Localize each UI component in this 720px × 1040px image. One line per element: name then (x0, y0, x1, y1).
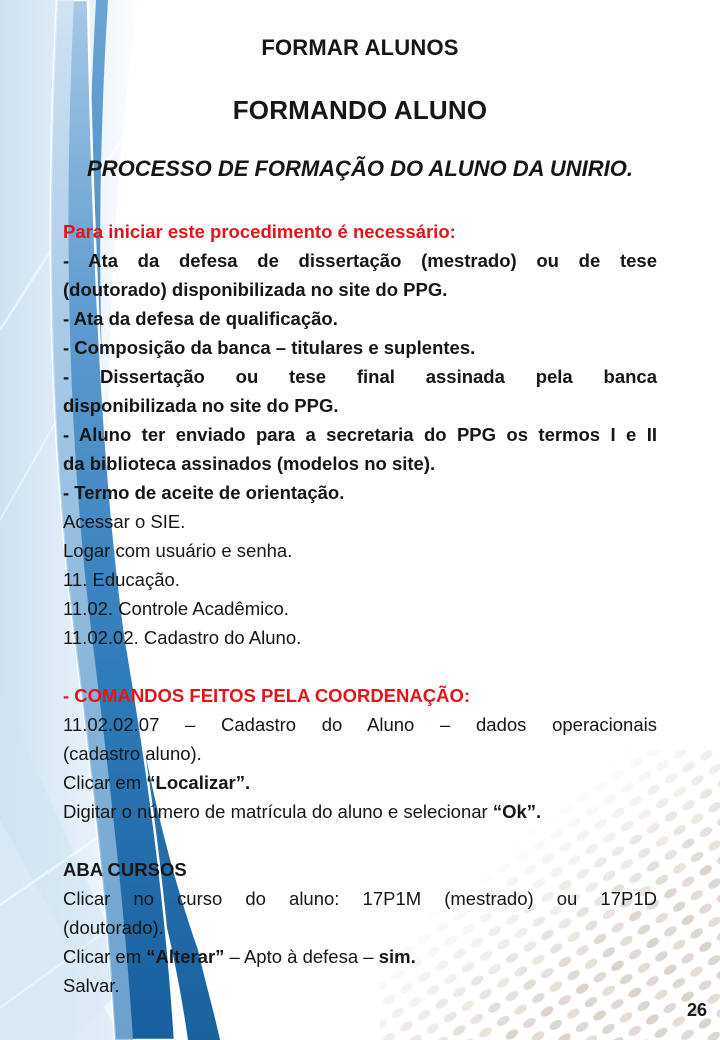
text-segment: sim. (378, 946, 416, 967)
text-line (63, 855, 657, 884)
text-line (63, 217, 657, 246)
text-line (63, 971, 657, 1000)
text-segment: – Apto à defesa – (224, 946, 379, 967)
text-segment: Clicar no curso do aluno: 17P1M (mestrado) ou 17P1D (63, 888, 657, 909)
text-segment: da biblioteca assinados (modelos no site). (63, 453, 436, 474)
text-line (63, 942, 657, 971)
text-line (63, 449, 657, 478)
text-segment: Digitar o número de matrícula do aluno e selecionar (63, 801, 493, 822)
text-segment: ABA CURSOS (63, 859, 187, 880)
text-segment: “Ok”. (492, 801, 542, 822)
text-line (63, 739, 657, 768)
text-line (63, 507, 657, 536)
text-line (63, 797, 657, 826)
page-number: 26 (686, 1000, 707, 1020)
text-line (63, 594, 657, 623)
text-segment: disponibilizada no site do PPG. (63, 395, 339, 416)
text-line (63, 623, 657, 652)
text-segment: (doutorado) disponibilizada no site do PPG. (63, 279, 448, 300)
text-line (63, 536, 657, 565)
text-line (63, 681, 657, 710)
main-heading: FORMANDO ALUNO (232, 95, 488, 125)
text-segment: - Composição da banca – titulares e suplentes. (63, 337, 476, 358)
text-line (63, 362, 657, 391)
text-line (63, 420, 657, 449)
text-segment: 11.02.02. Cadastro do Aluno. (63, 627, 302, 648)
text-line (63, 246, 657, 275)
text-line (63, 304, 657, 333)
text-segment: - Dissertação ou tese final assinada pela banca (63, 366, 657, 387)
text-segment: Clicar em (63, 946, 147, 967)
text-line (63, 333, 657, 362)
text-segment: - COMANDOS FEITOS PELA COORDENAÇÃO: (63, 685, 471, 706)
subtitle: PROCESSO DE FORMAÇÃO DO ALUNO DA UNIRIO. (87, 156, 633, 181)
text-line (63, 478, 657, 507)
text-line (63, 391, 657, 420)
text-segment: 11.02. Controle Acadêmico. (63, 598, 289, 619)
text-segment: Clicar em (63, 772, 147, 793)
text-line (63, 275, 657, 304)
text-segment: 11.02.02.07 – Cadastro do Aluno – dados operacionais (63, 714, 657, 735)
text-line (63, 710, 657, 739)
text-segment: - Termo de aceite de orientação. (63, 482, 345, 503)
blank-line (63, 826, 657, 855)
blank-line (63, 652, 657, 681)
text-segment: - Ata da defesa de dissertação (mestrado) ou de tese (63, 250, 657, 271)
text-line (63, 768, 657, 797)
text-segment: Acessar o SIE. (63, 511, 186, 532)
text-segment: (doutorado). (63, 917, 164, 938)
text-segment: “Alterar” (146, 946, 225, 967)
text-segment: Para iniciar este procedimento é necessário: (63, 221, 456, 242)
text-line (63, 565, 657, 594)
text-segment: (cadastro aluno). (63, 743, 202, 764)
text-segment: - Ata da defesa de qualificação. (63, 308, 338, 329)
body-text (63, 217, 657, 1000)
text-line (63, 913, 657, 942)
text-segment: Salvar. (63, 975, 120, 996)
text-segment: “Localizar”. (146, 772, 251, 793)
text-segment: Logar com usuário e senha. (63, 540, 293, 561)
text-line (63, 884, 657, 913)
text-segment: - Aluno ter enviado para a secretaria do PPG os termos I e II (63, 424, 657, 445)
page-title: FORMAR ALUNOS (261, 35, 459, 60)
text-segment: 11. Educação. (63, 569, 180, 590)
